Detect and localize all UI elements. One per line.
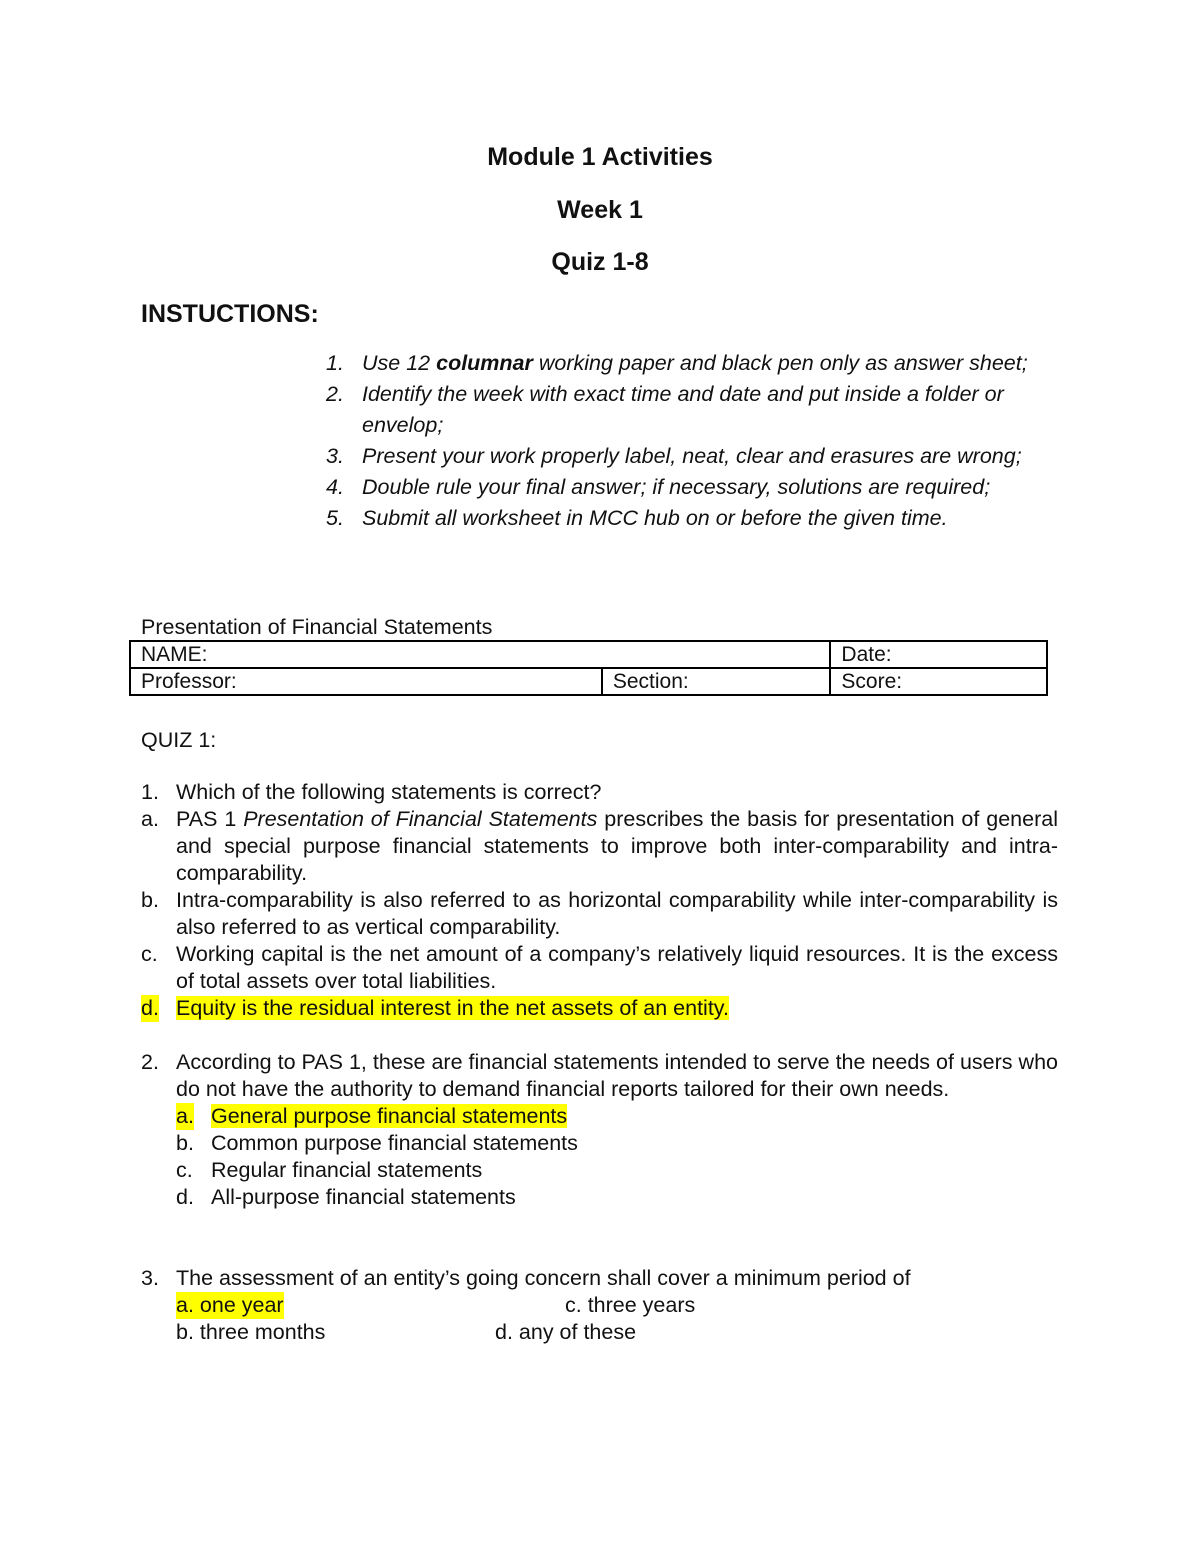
week-label: Week 1 [557,196,643,224]
answer-option [141,941,1058,995]
answer-options-row [176,1319,1058,1346]
instruction-number: 3. [326,444,344,468]
option-text-highlighted: Equity is the residual interest in the net assets of an entity. [176,996,729,1020]
option-letter: c. [141,942,158,966]
instruction-number: 2. [326,382,344,406]
option-text-italic: Presentation of Financial Statements [243,807,598,831]
option-text: Working capital is the net amount of a company’s relatively liquid resources. It is the excess of total assets over total liabilities. [176,942,1058,993]
option-letter: d. [141,996,159,1020]
question-2 [141,1049,1058,1211]
question-text: The assessment of an entity’s going concern shall cover a minimum period of [176,1266,911,1290]
option-letter: c. [176,1158,193,1182]
question-3 [141,1265,1058,1346]
instruction-text-bold: columnar [436,351,533,375]
score-field[interactable]: Score: [830,668,1047,695]
instruction-item [326,379,1056,441]
question-text: According to PAS 1, these are financial statements intended to serve the needs of users who do not have the authority to demand financial reports tailored for their own needs. [176,1050,1058,1101]
question-number: 2. [141,1050,159,1074]
section-title: Presentation of Financial Statements [141,615,493,639]
table-row [130,641,1047,668]
option-letter: a. [141,807,159,831]
option-letter: b. [141,888,159,912]
document-title: Module 1 Activities [487,143,713,171]
question-text: Which of the following statements is correct? [176,780,602,804]
option-letter: a. [176,1104,194,1128]
section-field[interactable]: Section: [602,668,831,695]
answer-options-row [176,1292,1058,1319]
answer-option [176,1184,1058,1211]
instruction-text: Submit all worksheet in MCC hub on or before the given time. [362,506,948,530]
option-letter: b. [176,1131,194,1155]
answer-option [141,806,1058,887]
instructions-heading: INSTUCTIONS: [141,300,319,328]
instruction-text: Double rule your final answer; if necessary, solutions are required; [362,475,991,499]
instruction-text: Present your work properly label, neat, clear and erasures are wrong; [362,444,1022,468]
answer-option: c. three years [565,1293,696,1317]
answer-option: d. any of these [495,1320,637,1344]
option-text-highlighted: General purpose financial statements [211,1104,568,1128]
instruction-number: 4. [326,475,344,499]
option-text: Intra-comparability is also referred to as horizontal comparability while inter-comparability is also referred to as vertical comparability. [176,888,1058,939]
option-text-pre: PAS 1 [176,807,244,831]
option-letter: d. [176,1185,194,1209]
instruction-number: 1. [326,351,344,375]
quiz-label: QUIZ 1: [141,728,217,752]
instructions-list [326,348,1056,534]
answer-option-correct [141,995,1058,1022]
answer-option: b. three months [176,1320,326,1344]
name-field[interactable]: NAME: [130,641,830,668]
question-stem [141,1049,1058,1103]
instruction-number: 5. [326,506,344,530]
instruction-item [326,503,1056,534]
professor-field[interactable]: Professor: [130,668,602,695]
option-text: Regular financial statements [211,1158,483,1182]
answer-option [141,887,1058,941]
instruction-text-pre: Use 12 [362,351,437,375]
option-text-post: prescribes the basis for presentation of general and special purpose financial statements to improve both inter-comparability and intra-comparability. [176,807,1058,885]
table-row [130,668,1047,695]
question-number: 1. [141,780,159,804]
question-stem [141,1265,1058,1292]
question-number: 3. [141,1266,159,1290]
question-1 [141,779,1058,1022]
option-text: All-purpose financial statements [211,1185,516,1209]
student-info-table [129,640,1048,696]
instruction-text-post: working paper and black pen only as answer sheet; [532,351,1028,375]
option-text: Common purpose financial statements [211,1131,578,1155]
question-stem [141,779,1058,806]
instruction-item [326,472,1056,503]
instruction-item [326,441,1056,472]
instruction-text: Identify the week with exact time and date and put inside a folder or envelop; [362,382,1004,437]
answer-option-correct [176,1103,1058,1130]
answer-option [176,1130,1058,1157]
answer-option-correct: a. one year [176,1293,284,1317]
instruction-item [326,348,1056,379]
answer-option [176,1157,1058,1184]
quiz-range-label: Quiz 1-8 [551,248,649,276]
date-field[interactable]: Date: [830,641,1047,668]
